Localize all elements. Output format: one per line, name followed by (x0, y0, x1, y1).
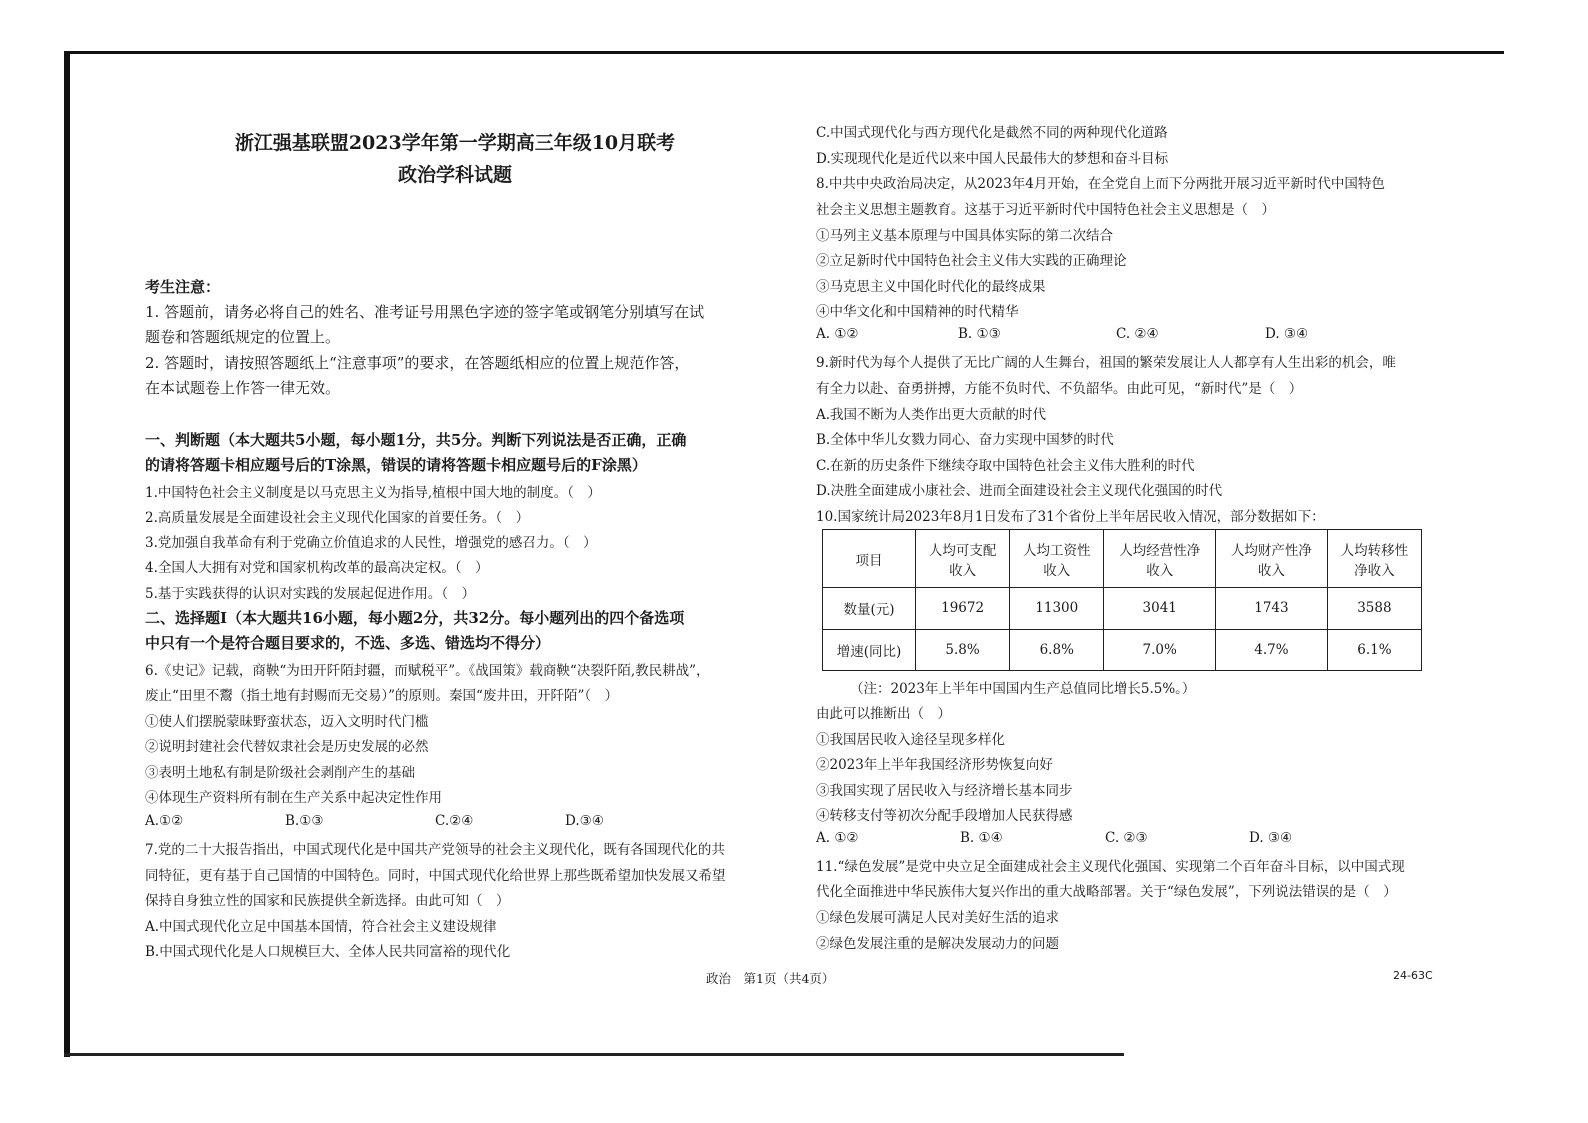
q10-option-a: A. ①② (816, 830, 859, 846)
q11-statement: ①绿色发展可满足人民对美好生活的追求 (816, 910, 1059, 926)
q7-option: A.中国式现代化立足中国基本国情，符合社会主义建设规律 (145, 919, 497, 935)
scan-border-left (64, 52, 70, 1057)
judgement-item: 2.高质量发展是全面建设社会主义现代化国家的首要任务。（ ） (145, 510, 530, 526)
table-header-cell: 项目 (823, 530, 916, 588)
section1-heading: 的请将答题卡相应题号后的T涂黑，错误的请将答题卡相应题号后的F涂黑） (145, 456, 647, 474)
judgement-item: 5.基于实践获得的认识对实践的发展起促进作用。（ ） (145, 586, 476, 602)
table-row (823, 588, 1422, 630)
q10-option-b: B. ①④ (960, 830, 1003, 846)
table-cell: 增速(同比) (823, 629, 916, 671)
table-cell: 3588 (1327, 588, 1421, 630)
q10-stem: 10.国家统计局2023年8月1日发布了31个省份上半年居民收入情况，部分数据如下： (816, 509, 1325, 525)
q10-statement: ③我国实现了居民收入与经济增长基本同步 (816, 783, 1073, 799)
q6-statement: ①使人们摆脱蒙昧野蛮状态，迈入文明时代门槛 (145, 714, 429, 730)
q10-option-d: D. ③④ (1249, 830, 1293, 846)
q9-option: C.在新的历史条件下继续夺取中国特色社会主义伟大胜利的时代 (816, 458, 1195, 474)
table-header-cell: 人均财产性净 收入 (1216, 530, 1328, 588)
income-table (822, 529, 1422, 671)
q6-statement: ③表明土地私有制是阶级社会剥削产生的基础 (145, 765, 415, 781)
q10-question: 由此可以推断出（ ） (816, 706, 951, 722)
q8-option-b: B. ①③ (958, 326, 1001, 342)
q10-statement: ④转移支付等初次分配手段增加人民获得感 (816, 808, 1073, 824)
table-cell: 6.8% (1010, 629, 1104, 671)
judgement-item: 1.中国特色社会主义制度是以马克思主义为指导,植根中国大地的制度。（ ） (145, 485, 601, 501)
q10-option-c: C. ②③ (1105, 830, 1148, 846)
section2-heading: 中只有一个是符合题目要求的，不选、多选、错选均不得分） (145, 634, 551, 652)
table-cell: 1743 (1216, 588, 1328, 630)
notice-heading: 考生注意： (145, 278, 221, 296)
table-row (823, 629, 1422, 671)
q11-stem: 11.“绿色发展”是党中央立足全面建成社会主义现代化强国、实现第二个百年奋斗目标，以中国式现 (816, 859, 1405, 875)
q8-statement: ④中华文化和中国精神的时代精华 (816, 304, 1019, 320)
notice-line: 2. 答题时，请按照答题纸上“注意事项”的要求，在答题纸相应的位置上规范作答， (145, 354, 690, 372)
q8-statement: ②立足新时代中国特色社会主义伟大实践的正确理论 (816, 253, 1127, 269)
page-footer: 政治 第1页（共4页） (706, 971, 835, 986)
exam-title: 浙江强基联盟2023学年第一学期高三年级10月联考 (234, 132, 676, 154)
q6-stem: 废止“田里不鬻（指土地有封赐而无交易）”的原则。秦国“废井田，开阡陌”（ ） (145, 688, 619, 704)
table-cell: 11300 (1010, 588, 1104, 630)
judgement-item: 4.全国人大拥有对党和国家机构改革的最高决定权。（ ） (145, 560, 489, 576)
q6-statement: ②说明封建社会代替奴隶社会是历史发展的必然 (145, 739, 429, 755)
q7-stem: 7.党的二十大报告指出，中国式现代化是中国共产党领导的社会主义现代化，既有各国现代化的共 (145, 842, 725, 858)
judgement-item: 3.党加强自我革命有利于党确立价值追求的人民性，增强党的感召力。（ ） (145, 535, 597, 551)
paper-code: 24-63C (1393, 969, 1433, 982)
q8-statement: ①马列主义基本原理与中国具体实际的第二次结合 (816, 228, 1113, 244)
q6-options (145, 813, 604, 829)
table-cell: 6.1% (1327, 629, 1421, 671)
q10-options (816, 830, 1292, 846)
q10-note: （注：2023年上半年中国国内生产总值同比增长5.5%。） (850, 681, 1196, 697)
table-header-cell: 人均工资性 收入 (1010, 530, 1104, 588)
section2-heading: 二、选择题Ⅰ（本大题共16小题，每小题2分，共32分。每小题列出的四个备选项 (145, 609, 685, 627)
notice-line: 1. 答题前，请务必将自己的姓名、准考证号用黑色字迹的签字笔或钢笔分别填写在试 (145, 303, 705, 321)
q11-stem: 代化全面推进中华民族伟大复兴作出的重大战略部署。关于“绿色发展”，下列说法错误的是（ ） (816, 884, 1397, 900)
q7-stem: 同特征，更有基于自己国情的中国特色。同时，中国式现代化给世界上那些既希望加快发展又希望 (145, 868, 726, 884)
exam-subtitle: 政治学科试题 (397, 164, 512, 186)
q8-option-a: A. ①② (816, 326, 859, 342)
q9-option: A.我国不断为人类作出更大贡献的时代 (816, 407, 1047, 423)
scan-border-bottom (64, 1053, 1124, 1056)
scan-border-top (64, 51, 1504, 54)
q8-stem: 社会主义思想主题教育。这基于习近平新时代中国特色社会主义思想是（ ） (816, 202, 1275, 218)
table-cell: 4.7% (1216, 629, 1328, 671)
q6-option-a: A.①② (145, 813, 184, 829)
q6-option-c: C.②④ (435, 813, 474, 829)
q7-option: B.中国式现代化是人口规模巨大、全体人民共同富裕的现代化 (145, 944, 511, 960)
q6-option-d: D.③④ (565, 813, 604, 829)
q10-statement: ①我国居民收入途径呈现多样化 (816, 732, 1005, 748)
q9-stem: 9.新时代为每个人提供了无比广阔的人生舞台，祖国的繁荣发展让人人都享有人生出彩的机会，唯 (816, 355, 1396, 371)
q9-stem: 有全力以赴、奋勇拼搏，方能不负时代、不负韶华。由此可见，“新时代”是（ ） (816, 381, 1303, 397)
table-cell: 3041 (1104, 588, 1216, 630)
table-header-row (823, 530, 1422, 588)
q7-stem: 保持自身独立性的国家和民族提供全新选择。由此可知（ ） (145, 893, 510, 909)
table-cell: 7.0% (1104, 629, 1216, 671)
q7-option: C.中国式现代化与西方现代化是截然不同的两种现代化道路 (816, 125, 1168, 141)
q8-option-d: D. ③④ (1265, 326, 1309, 342)
section1-heading: 一、判断题（本大题共5小题，每小题1分，共5分。判断下列说法是否正确，正确 (145, 431, 687, 449)
table-header-cell: 人均经营性净 收入 (1104, 530, 1216, 588)
q8-stem: 8.中共中央政治局决定，从2023年4月开始，在全党自上而下分两批开展习近平新时代中国特色 (816, 176, 1385, 192)
q8-statement: ③马克思主义中国化时代化的最终成果 (816, 279, 1046, 295)
q8-option-c: C. ②④ (1116, 326, 1159, 342)
table-header-cell: 人均可支配 收入 (916, 530, 1010, 588)
q6-statement: ④体现生产资料所有制在生产关系中起决定性作用 (145, 790, 442, 806)
q9-option: B.全体中华儿女戮力同心、奋力实现中国梦的时代 (816, 432, 1114, 448)
q6-stem: 6.《史记》记载，商鞅“为田开阡陌封疆，而赋税平”。《战国策》载商鞅“决裂阡陌,教民耕战”， (145, 663, 710, 679)
q11-statement: ②绿色发展注重的是解决发展动力的问题 (816, 936, 1059, 952)
q9-option: D.决胜全面建成小康社会、进而全面建设社会主义现代化强国的时代 (816, 483, 1223, 499)
table-cell: 数量(元) (823, 588, 916, 630)
table-cell: 19672 (916, 588, 1010, 630)
q10-statement: ②2023年上半年我国经济形势恢复向好 (816, 757, 1053, 773)
q8-options (816, 326, 1308, 342)
table-cell: 5.8% (916, 629, 1010, 671)
q6-option-b: B.①③ (285, 813, 324, 829)
table-header-cell: 人均转移性 净收入 (1327, 530, 1421, 588)
q7-option: D.实现现代化是近代以来中国人民最伟大的梦想和奋斗目标 (816, 151, 1169, 167)
notice-line: 题卷和答题纸规定的位置上。 (145, 328, 341, 346)
notice-line: 在本试题卷上作答一律无效。 (145, 379, 341, 397)
